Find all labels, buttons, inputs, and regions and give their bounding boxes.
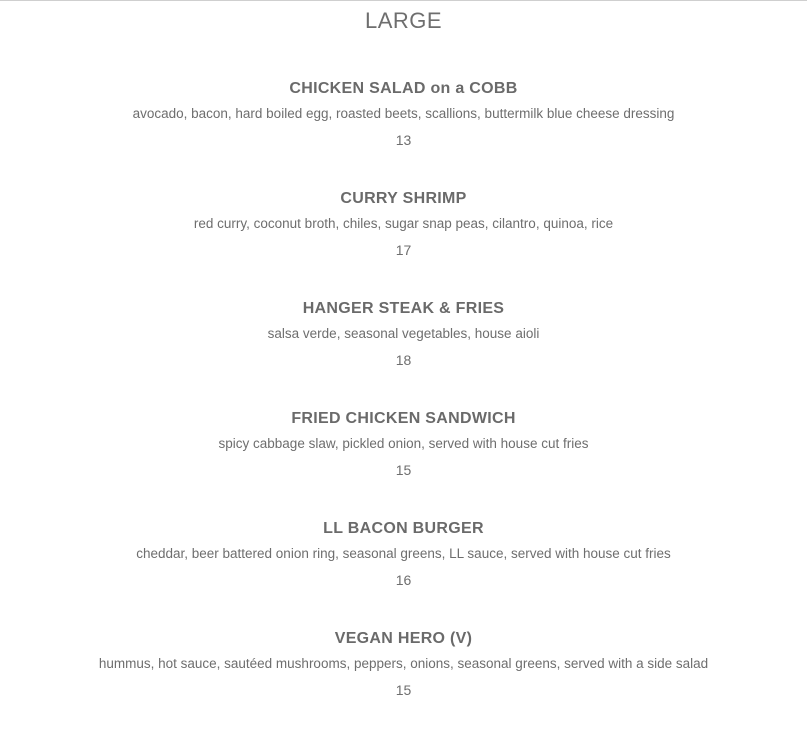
top-divider [0,0,807,1]
menu-item-description: salsa verde, seasonal vegetables, house aioli [267,326,540,341]
menu-item-description: spicy cabbage slaw, pickled onion, served with house cut fries [218,436,589,451]
menu-item-description: red curry, coconut broth, chiles, sugar snap peas, cilantro, quinoa, rice [193,216,614,231]
menu-item-name: CURRY SHRIMP [340,190,467,207]
menu-item [0,518,807,628]
menu-item-price: 16 [395,572,412,588]
menu-item-name: LL BACON BURGER [323,520,484,537]
menu-item-name: FRIED CHICKEN SANDWICH [291,410,516,427]
menu-item-price: 13 [395,132,412,148]
menu-item-name: VEGAN HERO (V) [334,630,473,647]
section-title: LARGE [364,8,443,33]
menu-item-price: 15 [395,682,412,698]
menu-item-price: 15 [395,462,412,478]
menu-list [0,78,807,738]
menu-item-price: 17 [395,242,412,258]
menu-item-description: avocado, bacon, hard boiled egg, roasted beets, scallions, buttermilk blue cheese dressing [132,106,675,121]
menu-item-description: cheddar, beer battered onion ring, seasonal greens, LL sauce, served with house cut fries [136,546,671,561]
menu-item [0,298,807,408]
menu-item-name: HANGER STEAK & FRIES [302,300,505,317]
menu-item [0,628,807,738]
menu-item-name: CHICKEN SALAD on a COBB [289,80,518,97]
menu-item [0,78,807,188]
menu-item-price: 18 [395,352,412,368]
menu-item-description: hummus, hot sauce, sautéed mushrooms, peppers, onions, seasonal greens, served with a side salad [98,656,709,671]
menu-item [0,408,807,518]
menu-item [0,188,807,298]
